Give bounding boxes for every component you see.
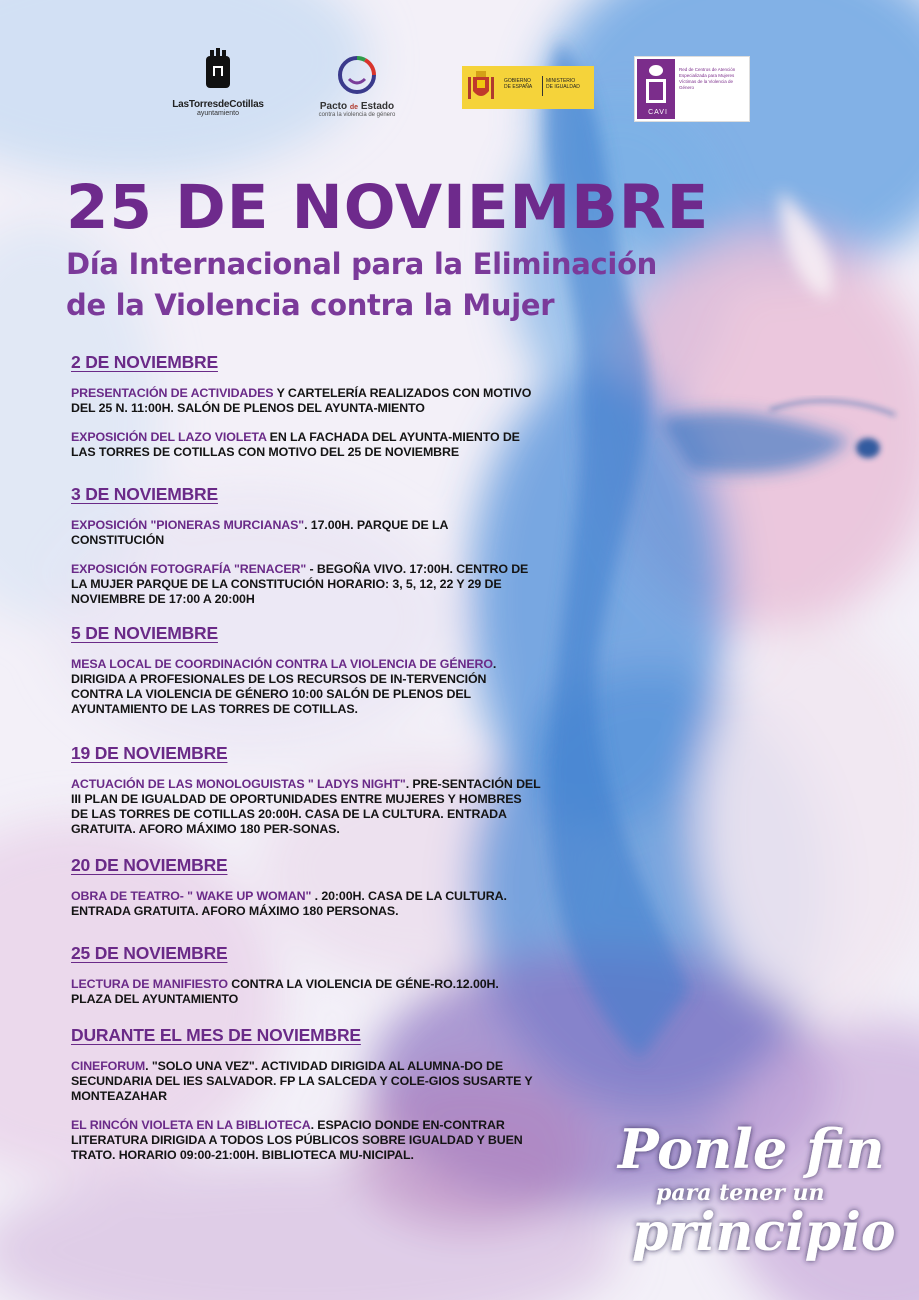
event-text: EN LA FACHADA DEL AYUNTA-MIENTO DE LAS TORRES DE COTILLAS CON MOTIVO DEL 25 DE NOVIEMBRE [71,430,520,459]
event-item [71,1118,541,1163]
event-item [71,430,541,460]
event-highlight: CINEFORUM [71,1059,146,1073]
event-text: . 17.00H. PARQUE DE LA CONSTITUCIÓN [71,518,448,547]
ministerio-text [546,78,580,90]
cavi-mark-icon [637,59,675,119]
event-text: Y CARTELERÍA REALIZADOS CON MOTIVO DEL 25 N. 11:00H. SALÓN DE PLENOS DEL AYUNTA-MIENTO [71,386,532,415]
section-3-noviembre [71,484,541,607]
section-19-noviembre [71,743,541,837]
gobierno-text [504,78,532,90]
event-highlight: PRESENTACIÓN DE ACTIVIDADES [71,386,274,400]
pacto-circle-icon [332,54,382,96]
ministerio-line2: DE IGUALDAD [546,84,580,90]
event-highlight: EXPOSICIÓN FOTOGRAFÍA "RENACER" [71,562,307,576]
castle-crest-icon [202,48,234,92]
event-item [71,518,541,548]
event-item [71,777,541,837]
event-text: . DIRIGIDA A PROFESIONALES DE LOS RECURSOS DE IN-TERVENCIÓN CONTRA LA VIOLENCIA DE GÉNERO 10:00 SALÓN DE PLENOS DEL AYUNTAMIENTO DE LAS TORRES DE COTILLAS. [71,657,497,716]
poster-title: 25 DE NOVIEMBRE [66,172,710,243]
section-heading: 20 DE NOVIEMBRE [71,855,228,875]
poster-subtitle [66,244,766,326]
section-20-noviembre [71,855,541,919]
cavi-i-dot [649,65,663,76]
slogan-line-3: principio [632,1202,896,1263]
cavi-description: Red de Centros de Atención Especializada para Mujeres Víctimas de la Violencia de Género [679,67,736,90]
section-heading: DURANTE EL MES DE NOVIEMBRE [71,1025,361,1045]
sponsor-logos [0,48,919,128]
section-heading: 5 DE NOVIEMBRE [71,623,218,643]
event-text: - BEGOÑA VIVO. 17:00H. CENTRO DE LA MUJER PARQUE DE LA CONSTITUCIÓN HORARIO: 3, 5, 12, 22 Y 29 DE NOVIEMBRE DE 17:00 A 20:00H [71,562,529,606]
event-item [71,657,541,717]
event-text: . PRE-SENTACIÓN DEL III PLAN DE IGUALDAD DE OPORTUNIDADES ENTRE MUJERES Y HOMBRES DE LAS TORRES DE COTILLAS 20:00H. CASA DE LA CULTURA. ENTRADA GRATUITA. AFORO MÁXIMO 180 PER-SONAS. [71,777,541,836]
event-highlight: LECTURA DE MANIFIESTO [71,977,228,991]
event-text: CONTRA LA VIOLENCIA DE GÉNE-RO.12.00H. PLAZA DEL AYUNTAMIENTO [71,977,499,1006]
section-heading: 25 DE NOVIEMBRE [71,943,228,963]
event-highlight: OBRA DE TEATRO- " WAKE UP WOMAN" [71,889,312,903]
gobierno-line2: DE ESPAÑA [504,84,533,90]
spain-coat-of-arms-icon [468,71,494,103]
event-highlight: ACTUACIÓN DE LAS MONOLOGUISTAS " LADYS NIGHT" [71,777,406,791]
section-heading: 3 DE NOVIEMBRE [71,484,218,504]
section-5-noviembre [71,623,541,717]
ministerio-line1: MINISTERIO [546,78,576,84]
section-durante-el-mes [71,1025,541,1163]
pacto-name [312,101,402,112]
slogan-ponle-fin [610,1110,900,1280]
section-heading: 2 DE NOVIEMBRE [71,352,218,372]
gobierno-divider [542,76,543,96]
event-text: . ESPACIO DONDE EN-CONTRAR LITERATURA DIRIGIDA A TODOS LOS PÚBLICOS SOBRE IGUALDAD Y BUEN TRATO. HORARIO 09:00-21:00H. BIBLIOTECA MU-NICIPAL. [71,1118,523,1162]
ayuntamiento-name: LasTorresdeCotillas [172,99,264,110]
pacto-word-a: Pacto [319,101,348,112]
pacto-de-estado-logo [312,54,402,118]
event-text: . 20:00H. CASA DE LA CULTURA. ENTRADA GRATUITA. AFORO MÁXIMO 180 PERSONAS. [71,889,507,918]
cavi-i-bar [646,79,666,103]
gobierno-line1: GOBIERNO [504,78,531,84]
section-2-noviembre [71,352,541,460]
event-highlight: EL RINCÓN VIOLETA EN LA BIBLIOTECA [71,1118,311,1132]
event-text: . "SOLO UNA VEZ". ACTIVIDAD DIRIGIDA AL ALUMNA-DO DE SECUNDARIA DEL IES SALVADOR. FP LA SALCEDA Y COLE-GIOS SUSARTE Y MONTEAZAHAR [71,1059,533,1103]
event-item [71,1059,541,1104]
subtitle-line-1: Día Internacional para la Eliminación [66,247,658,281]
event-item [71,562,541,607]
subtitle-line-2: de la Violencia contra la Mujer [66,288,555,322]
pacto-sub: contra la violencia de género [318,112,396,118]
pacto-word-de: de [349,104,359,111]
section-heading: 19 DE NOVIEMBRE [71,743,228,763]
cavi-logo [634,56,750,122]
event-highlight: EXPOSICIÓN DEL LAZO VIOLETA [71,430,267,444]
slogan-line-2: para tener un [656,1180,825,1206]
cavi-label: CAVI [648,109,668,116]
event-highlight: EXPOSICIÓN "PIONERAS MURCIANAS" [71,518,305,532]
pacto-word-b: Estado [360,101,395,112]
ayuntamiento-sub: ayuntamiento [196,110,240,117]
event-program [71,352,541,1177]
event-item [71,889,541,919]
slogan-line-1: Ponle fin [618,1117,885,1181]
event-highlight: MESA LOCAL DE COORDINACIÓN CONTRA LA VIOLENCIA DE GÉNERO [71,657,493,671]
event-item [71,386,541,416]
section-25-noviembre [71,943,541,1007]
ayuntamiento-logo [168,48,268,117]
gobierno-espana-logo [462,66,594,109]
event-item [71,977,541,1007]
